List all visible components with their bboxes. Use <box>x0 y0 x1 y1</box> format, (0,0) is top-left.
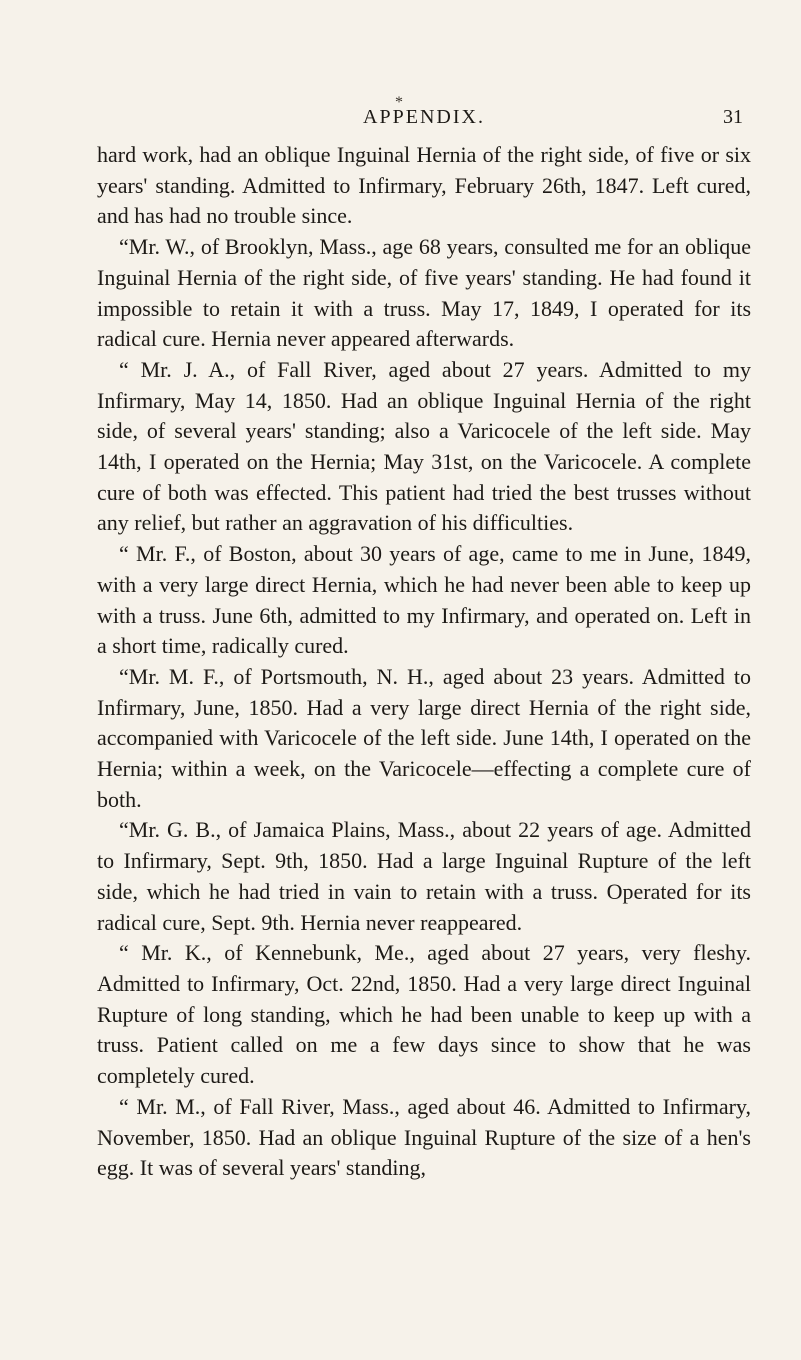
page-number: 31 <box>723 106 743 128</box>
paragraph-case: “ Mr. J. A., of Fall River, aged about 27 years. Admitted to my Infirmary, May 14, 1850. Had an oblique Inguinal Hernia of the right side, of several years' standing; also a Varicocele of the left side. May 14th, I operated on the Hernia; May 31st, on the Varicocele. A complete cure of both was effected. This patient had tried the best trusses without any relief, but rather an aggravation of his difficulties. <box>97 356 751 536</box>
paragraph-case: “Mr. W., of Brooklyn, Mass., age 68 years, consulted me for an oblique Inguinal Hernia of the right side, of five years' standing. He had found it impossible to retain it with a truss. May 17, 1849, I operated for its radical cure. Hernia never appeared afterwards. <box>97 234 751 352</box>
paragraph-case: “ Mr. K., of Kennebunk, Me., aged about 27 years, very fleshy. Admitted to Infirmary, Oct. 22nd, 1850. Had a very large direct Inguinal Rupture of long standing, which he had been unable to keep up with a truss. Patient called on me a few days since to show that he was completely cured. <box>97 940 751 1089</box>
paragraph-case: “Mr. M. F., of Portsmouth, N. H., aged about 23 years. Admitted to Infirmary, June, 1850. Had a very large direct Hernia of the right side, accompanied with Varicocele of the left side. June 14th, I operated on the Hernia; within a week, on the Varicocele—effecting a complete cure of both. <box>97 663 751 812</box>
printer-mark: * <box>395 94 403 111</box>
running-head: APPENDIX. <box>363 106 485 128</box>
paragraph-case: “Mr. G. B., of Jamaica Plains, Mass., about 22 years of age. Admitted to Infirmary, Sept. 9th, 1850. Had a large Inguinal Rupture of the left side, which he had tried in vain to retain with a truss. Operated for its radical cure, Sept. 9th. Hernia never reappeared. <box>97 817 751 935</box>
page-header <box>97 102 751 132</box>
paragraph-case: “ Mr. M., of Fall River, Mass., aged about 46. Admitted to Infirmary, November, 1850. Had an oblique Inguinal Rupture of the size of a hen's egg. It was of several years' standing, <box>97 1093 751 1181</box>
body-text <box>97 140 751 1184</box>
paragraph-case: “ Mr. F., of Boston, about 30 years of age, came to me in June, 1849, with a very large direct Hernia, which he had never been able to keep up with a truss. June 6th, admitted to my Infirmary, and operated on. Left in a short time, radically cured. <box>97 541 751 659</box>
paragraph-continuation: hard work, had an oblique Inguinal Hernia of the right side, of five or six years' standing. Admitted to Infirmary, February 26th, 1847. Left cured, and has had no trouble since. <box>97 142 751 229</box>
